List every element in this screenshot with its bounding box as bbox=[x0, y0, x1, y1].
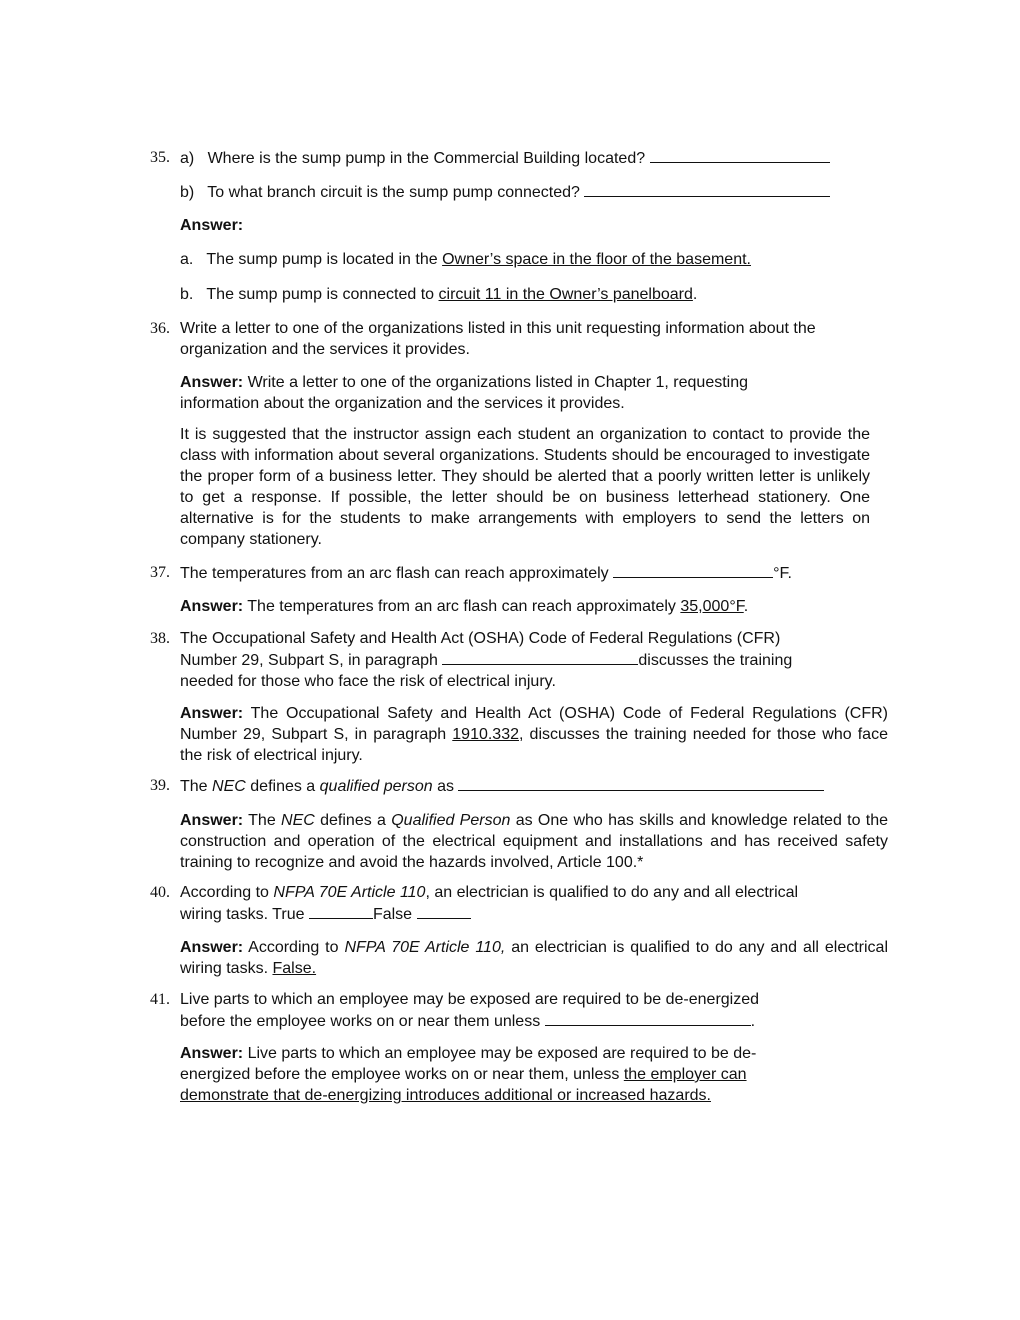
question-35a bbox=[180, 147, 888, 169]
question-number: 37. bbox=[150, 564, 170, 581]
answer-label: Answer: bbox=[180, 1045, 244, 1062]
question-39: The NEC defines a qualified person as bbox=[180, 775, 888, 797]
answer-underlined: False. bbox=[272, 960, 317, 977]
question-38: The Occupational Safety and Health Act (OSHA) Code of Federal Regulations (CFR) Number 29, Subpart S, in paragraph discusses the training needed for those who face the risk of electrical injury. bbox=[180, 630, 793, 690]
answer-label: Answer: bbox=[180, 939, 244, 956]
true-blank[interactable] bbox=[309, 903, 373, 919]
question-41: Live parts to which an employee may be exposed are required to be de-energized before the employee works on or near them unless . bbox=[180, 991, 760, 1030]
answer-label: Answer: bbox=[180, 217, 244, 234]
answer-blank[interactable] bbox=[650, 147, 830, 163]
answer-40: Answer: According to NFPA 70E Article 110, an electrician is qualified to do any and all electrical wiring tasks. False. bbox=[180, 939, 889, 977]
answer-underlined: the employer can demonstrate that de-energizing introduces additional or increased hazards. bbox=[180, 1066, 747, 1104]
question-number: 39. bbox=[150, 777, 170, 794]
answer-37: Answer: The temperatures from an arc flash can reach approximately 35,000°F. bbox=[180, 598, 749, 615]
answer-41: Answer: Live parts to which an employee may be exposed are required to be de-energized before the employee works on or near them, unless the employer can demonstrate that de-energizing introduces additional or increased hazards. bbox=[180, 1045, 757, 1104]
answer-blank[interactable] bbox=[545, 1010, 751, 1026]
answer-underlined: Owner’s space in the floor of the basement. bbox=[442, 251, 751, 268]
answer-label: Answer: bbox=[180, 812, 244, 829]
question-text: To what branch circuit is the sump pump connected? bbox=[207, 184, 580, 201]
answer-underlined: 1910.332, bbox=[452, 726, 524, 743]
question-37: The temperatures from an arc flash can reach approximately °F. bbox=[180, 562, 888, 584]
answer-underlined: 35,000°F bbox=[680, 598, 744, 615]
question-number: 38. bbox=[150, 630, 170, 647]
false-blank[interactable] bbox=[417, 903, 471, 919]
answer-39: Answer: The NEC defines a Qualified Person as One who has skills and knowledge related to the construction and operation of the electrical equipment and installations and has received safety training to recognize and avoid the hazards involved, Article 100.* bbox=[180, 812, 889, 871]
question-35b bbox=[180, 181, 888, 203]
item-label: a) bbox=[180, 150, 195, 167]
answer-label: Answer: bbox=[180, 598, 244, 615]
question-40: According to NFPA 70E Article 110, an electrician is qualified to do any and all electrical wiring tasks. True False bbox=[180, 884, 799, 923]
answer-underlined: circuit 11 in the Owner’s panelboard bbox=[438, 286, 693, 303]
answer-36: Answer: Write a letter to one of the organizations listed in Chapter 1, requesting information about the organization and the services it provides. bbox=[180, 374, 749, 412]
answer-label: Answer: bbox=[180, 705, 244, 722]
answer-blank[interactable] bbox=[613, 562, 773, 578]
answer-label: Answer: bbox=[180, 374, 244, 391]
question-number: 35. bbox=[150, 149, 170, 166]
answer-38: Answer: The Occupational Safety and Health Act (OSHA) Code of Federal Regulations (CFR) Number 29, Subpart S, in paragraph 1910.332, discusses the training needed for those who face the risk of electrical injury. bbox=[180, 705, 889, 764]
question-number: 40. bbox=[150, 884, 170, 901]
answer-blank[interactable] bbox=[442, 649, 638, 665]
answer-35a: a. The sump pump is located in the Owner’s space in the floor of the basement. bbox=[180, 251, 751, 268]
question-number: 36. bbox=[150, 320, 170, 337]
answer-35b: b. The sump pump is connected to circuit 11 in the Owner’s panelboard. bbox=[180, 286, 698, 303]
question-text: Where is the sump pump in the Commercial Building located? bbox=[207, 150, 646, 167]
question-36: Write a letter to one of the organizations listed in this unit requesting information about the organization and the services it provides. bbox=[180, 320, 816, 358]
question-number: 41. bbox=[150, 991, 170, 1008]
answer-blank[interactable] bbox=[584, 181, 830, 197]
item-label: b) bbox=[180, 184, 195, 201]
answer-36-paragraph: It is suggested that the instructor assign each student an organization to contact to provide the class with information about several organizations. Students should be encouraged to investigate the proper form of a business letter. They should be alerted that a poorly written letter is unlikely to get a response. If possible, the letter should be on business letterhead stationery. One alternative is for the students to make arrangements with employers to send the letters on company stationery. bbox=[180, 426, 870, 548]
answer-blank[interactable] bbox=[458, 775, 824, 791]
